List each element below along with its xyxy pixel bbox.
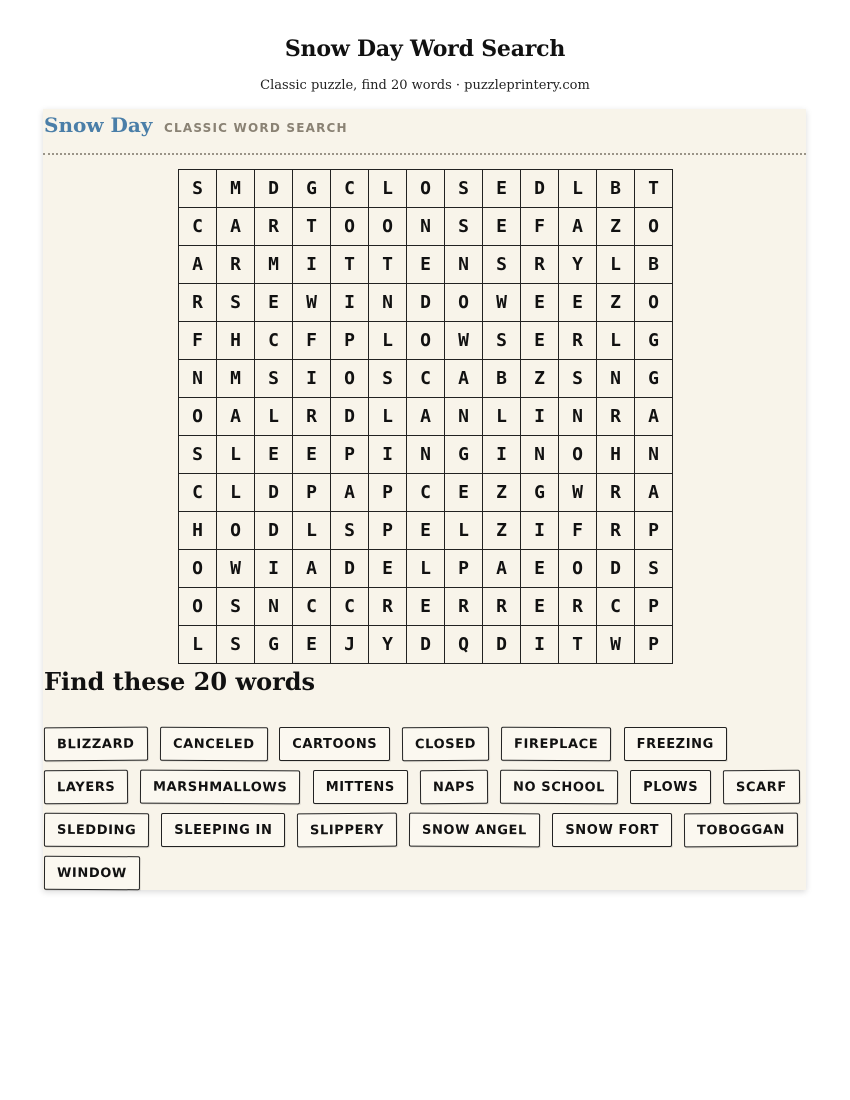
grid-cell[interactable]: D xyxy=(255,474,293,512)
grid-cell[interactable]: G xyxy=(521,474,559,512)
grid-cell[interactable]: A xyxy=(559,208,597,246)
grid-cell[interactable]: C xyxy=(293,588,331,626)
grid-cell[interactable]: R xyxy=(597,474,635,512)
grid-cell[interactable]: R xyxy=(483,588,521,626)
brand-title: Snow Day xyxy=(44,113,153,137)
word-chip: SLIPPERY xyxy=(297,813,397,848)
grid-cell[interactable]: W xyxy=(217,550,255,588)
word-chip: FIREPLACE xyxy=(501,727,611,762)
grid-cell[interactable]: I xyxy=(255,550,293,588)
grid-cell[interactable]: E xyxy=(255,436,293,474)
grid-cell[interactable]: N xyxy=(407,208,445,246)
card-header xyxy=(43,109,806,155)
grid-cell[interactable]: R xyxy=(559,588,597,626)
grid-cell[interactable]: S xyxy=(217,626,255,664)
grid-cell[interactable]: L xyxy=(597,246,635,284)
grid-cell[interactable]: W xyxy=(293,284,331,322)
grid-cell[interactable]: I xyxy=(369,436,407,474)
grid-cell[interactable]: G xyxy=(293,170,331,208)
grid-cell[interactable]: E xyxy=(483,208,521,246)
word-chip: SNOW FORT xyxy=(552,813,672,847)
letter-grid[interactable] xyxy=(178,169,673,664)
grid-cell[interactable]: D xyxy=(407,284,445,322)
grid-cell[interactable]: E xyxy=(369,550,407,588)
grid-cell[interactable]: S xyxy=(255,360,293,398)
word-chip: MARSHMALLOWS xyxy=(140,770,300,805)
grid-cell[interactable]: N xyxy=(597,360,635,398)
grid-cell[interactable]: R xyxy=(217,246,255,284)
grid-cell[interactable]: T xyxy=(635,170,673,208)
grid-cell[interactable]: S xyxy=(483,322,521,360)
grid-cell[interactable]: A xyxy=(217,398,255,436)
word-chip: FREEZING xyxy=(624,727,727,761)
grid-cell[interactable]: R xyxy=(597,398,635,436)
grid-cell[interactable]: O xyxy=(407,322,445,360)
word-chip: NO SCHOOL xyxy=(500,770,618,805)
grid-cell[interactable]: O xyxy=(635,208,673,246)
word-chip: SLEEPING IN xyxy=(161,813,285,847)
grid-cell[interactable]: C xyxy=(407,360,445,398)
grid-cell[interactable]: W xyxy=(597,626,635,664)
grid-cell[interactable]: M xyxy=(255,246,293,284)
grid-cell[interactable]: R xyxy=(179,284,217,322)
grid-cell[interactable]: O xyxy=(179,588,217,626)
page-subtitle: Classic puzzle, find 20 words · puzzleprintery.com xyxy=(260,78,590,93)
word-chip: TOBOGGAN xyxy=(684,813,798,848)
word-chip: BLIZZARD xyxy=(44,727,148,762)
grid-cell[interactable]: W xyxy=(483,284,521,322)
page-title: Snow Day Word Search xyxy=(284,36,566,62)
grid-cell[interactable]: R xyxy=(521,246,559,284)
grid-cell[interactable]: A xyxy=(407,398,445,436)
grid-cell[interactable]: E xyxy=(521,588,559,626)
grid-cell[interactable]: B xyxy=(483,360,521,398)
grid-cell[interactable]: M xyxy=(217,360,255,398)
grid-cell[interactable]: E xyxy=(559,284,597,322)
grid-cell[interactable]: P xyxy=(445,550,483,588)
grid-cell[interactable]: G xyxy=(445,436,483,474)
grid-cell[interactable]: L xyxy=(369,398,407,436)
grid-cell[interactable]: P xyxy=(635,626,673,664)
grid-cell[interactable]: B xyxy=(597,170,635,208)
grid-cell[interactable]: N xyxy=(255,588,293,626)
words-heading: Find these 20 words xyxy=(44,667,316,696)
grid-cell[interactable]: L xyxy=(217,436,255,474)
grid-cell[interactable]: D xyxy=(521,170,559,208)
grid-cell[interactable]: S xyxy=(559,360,597,398)
grid-cell[interactable]: N xyxy=(635,436,673,474)
grid-cell[interactable]: L xyxy=(445,512,483,550)
grid-cell[interactable]: F xyxy=(293,322,331,360)
grid-cell[interactable]: L xyxy=(179,626,217,664)
grid-cell[interactable]: O xyxy=(559,436,597,474)
grid-cell[interactable]: I xyxy=(331,284,369,322)
grid-cell[interactable]: E xyxy=(483,170,521,208)
grid-cell[interactable]: P xyxy=(331,322,369,360)
grid-cell[interactable]: Z xyxy=(521,360,559,398)
grid-cell[interactable]: L xyxy=(369,170,407,208)
grid-cell[interactable]: O xyxy=(179,550,217,588)
grid-cell[interactable]: H xyxy=(217,322,255,360)
word-chip: PLOWS xyxy=(630,770,711,804)
grid-cell[interactable]: O xyxy=(559,550,597,588)
grid-cell[interactable]: S xyxy=(331,512,369,550)
word-chip: SLEDDING xyxy=(44,813,149,848)
grid-cell[interactable]: C xyxy=(597,588,635,626)
grid-cell[interactable]: O xyxy=(635,284,673,322)
grid-cell[interactable]: S xyxy=(445,170,483,208)
grid-cell[interactable]: L xyxy=(559,170,597,208)
grid-cell[interactable]: E xyxy=(407,512,445,550)
grid-cell[interactable]: W xyxy=(559,474,597,512)
word-chip: CARTOONS xyxy=(279,727,390,761)
grid-cell[interactable]: I xyxy=(293,246,331,284)
grid-cell[interactable]: M xyxy=(217,170,255,208)
grid-cell[interactable]: F xyxy=(179,322,217,360)
grid-cell[interactable]: W xyxy=(445,322,483,360)
word-chip: WINDOW xyxy=(44,856,140,891)
grid-cell[interactable]: A xyxy=(331,474,369,512)
grid-cell[interactable]: P xyxy=(635,512,673,550)
grid-cell[interactable]: O xyxy=(445,284,483,322)
grid-cell[interactable]: A xyxy=(483,550,521,588)
grid-cell[interactable]: Q xyxy=(445,626,483,664)
grid-cell[interactable]: C xyxy=(179,474,217,512)
grid-cell[interactable]: O xyxy=(179,398,217,436)
grid-cell[interactable]: A xyxy=(635,398,673,436)
grid-cell[interactable]: C xyxy=(179,208,217,246)
grid-cell[interactable]: A xyxy=(293,550,331,588)
grid-cell[interactable]: N xyxy=(445,398,483,436)
grid-cell[interactable]: P xyxy=(331,436,369,474)
word-chip: NAPS xyxy=(420,770,488,804)
grid-cell[interactable]: D xyxy=(255,512,293,550)
grid-cell[interactable]: S xyxy=(179,436,217,474)
tagline: CLASSIC WORD SEARCH xyxy=(164,121,348,135)
grid-cell[interactable]: R xyxy=(293,398,331,436)
grid-cell[interactable]: N xyxy=(559,398,597,436)
grid-cell[interactable]: P xyxy=(369,512,407,550)
grid-cell[interactable]: N xyxy=(445,246,483,284)
grid-cell[interactable]: L xyxy=(255,398,293,436)
word-chip: SCARF xyxy=(723,770,800,805)
grid-cell[interactable]: O xyxy=(369,208,407,246)
grid-cell[interactable]: B xyxy=(635,246,673,284)
grid-cell[interactable]: O xyxy=(217,512,255,550)
grid-cell[interactable]: S xyxy=(217,588,255,626)
grid-cell[interactable]: D xyxy=(483,626,521,664)
grid-cell[interactable]: L xyxy=(597,322,635,360)
grid-cell[interactable]: F xyxy=(521,208,559,246)
grid-cell[interactable]: I xyxy=(483,436,521,474)
grid-cell[interactable]: T xyxy=(293,208,331,246)
grid-cell[interactable]: N xyxy=(407,436,445,474)
grid-cell[interactable]: J xyxy=(331,626,369,664)
grid-cell[interactable]: D xyxy=(331,550,369,588)
grid-cell[interactable]: R xyxy=(597,512,635,550)
grid-cell[interactable]: N xyxy=(369,284,407,322)
grid-cell[interactable]: R xyxy=(369,588,407,626)
grid-cell[interactable]: Z xyxy=(483,512,521,550)
word-chip: LAYERS xyxy=(44,770,129,805)
grid-cell[interactable]: A xyxy=(445,360,483,398)
grid-cell[interactable]: I xyxy=(521,512,559,550)
grid-cell[interactable]: H xyxy=(597,436,635,474)
grid-cell[interactable]: C xyxy=(407,474,445,512)
word-chip: SNOW ANGEL xyxy=(409,813,540,848)
grid-cell[interactable]: S xyxy=(179,170,217,208)
grid-cell[interactable]: E xyxy=(521,322,559,360)
grid-cell[interactable]: Z xyxy=(483,474,521,512)
grid-cell[interactable]: S xyxy=(217,284,255,322)
grid-cell[interactable]: L xyxy=(293,512,331,550)
grid-cell[interactable]: H xyxy=(179,512,217,550)
grid-cell[interactable]: T xyxy=(369,246,407,284)
grid-cell[interactable]: O xyxy=(331,360,369,398)
grid-cell[interactable]: E xyxy=(293,626,331,664)
puzzle-card xyxy=(43,109,806,890)
grid-cell[interactable]: C xyxy=(331,588,369,626)
grid-cell[interactable]: Y xyxy=(559,246,597,284)
grid-cell[interactable]: L xyxy=(369,322,407,360)
grid-cell[interactable]: E xyxy=(521,284,559,322)
grid-cell[interactable]: D xyxy=(597,550,635,588)
grid-cell[interactable]: L xyxy=(483,398,521,436)
grid-cell[interactable]: S xyxy=(445,208,483,246)
grid-cell[interactable]: R xyxy=(445,588,483,626)
grid-cell[interactable]: Z xyxy=(597,208,635,246)
grid-cell[interactable]: E xyxy=(255,284,293,322)
word-chip: CLOSED xyxy=(402,727,489,762)
grid-cell[interactable]: P xyxy=(635,588,673,626)
grid-cell[interactable]: E xyxy=(407,246,445,284)
word-chip: CANCELED xyxy=(159,727,267,762)
grid-cell[interactable]: E xyxy=(407,588,445,626)
grid-cell[interactable]: N xyxy=(521,436,559,474)
grid-cell[interactable]: D xyxy=(407,626,445,664)
grid-cell[interactable]: I xyxy=(293,360,331,398)
grid-cell[interactable]: D xyxy=(255,170,293,208)
grid-cell[interactable]: I xyxy=(521,626,559,664)
grid-cell[interactable]: R xyxy=(255,208,293,246)
grid-cell[interactable]: I xyxy=(521,398,559,436)
grid-cell[interactable]: A xyxy=(179,246,217,284)
grid-cell[interactable]: N xyxy=(179,360,217,398)
grid-cell[interactable]: Z xyxy=(597,284,635,322)
grid-cell[interactable]: S xyxy=(635,550,673,588)
grid-cell[interactable]: A xyxy=(217,208,255,246)
grid-cell[interactable]: E xyxy=(445,474,483,512)
grid-cell[interactable]: Y xyxy=(369,626,407,664)
grid-cell[interactable]: C xyxy=(255,322,293,360)
grid-cell[interactable]: L xyxy=(217,474,255,512)
grid-cell[interactable]: T xyxy=(331,246,369,284)
grid-cell[interactable]: C xyxy=(331,170,369,208)
grid-cell[interactable]: P xyxy=(369,474,407,512)
grid-cell[interactable]: S xyxy=(483,246,521,284)
grid-cell[interactable]: G xyxy=(635,360,673,398)
grid-cell[interactable]: F xyxy=(559,512,597,550)
grid-cell[interactable]: E xyxy=(293,436,331,474)
word-bank xyxy=(44,727,806,890)
grid-cell[interactable]: T xyxy=(559,626,597,664)
grid-cell[interactable]: O xyxy=(407,170,445,208)
word-chip: MITTENS xyxy=(313,770,408,804)
grid-cell[interactable]: A xyxy=(635,474,673,512)
grid-cell[interactable]: O xyxy=(331,208,369,246)
grid-cell[interactable]: L xyxy=(407,550,445,588)
grid-cell[interactable]: S xyxy=(369,360,407,398)
grid-cell[interactable]: R xyxy=(559,322,597,360)
grid-cell[interactable]: E xyxy=(521,550,559,588)
grid-cell[interactable]: G xyxy=(635,322,673,360)
grid-cell[interactable]: G xyxy=(255,626,293,664)
grid-cell[interactable]: D xyxy=(331,398,369,436)
grid-cell[interactable]: P xyxy=(293,474,331,512)
